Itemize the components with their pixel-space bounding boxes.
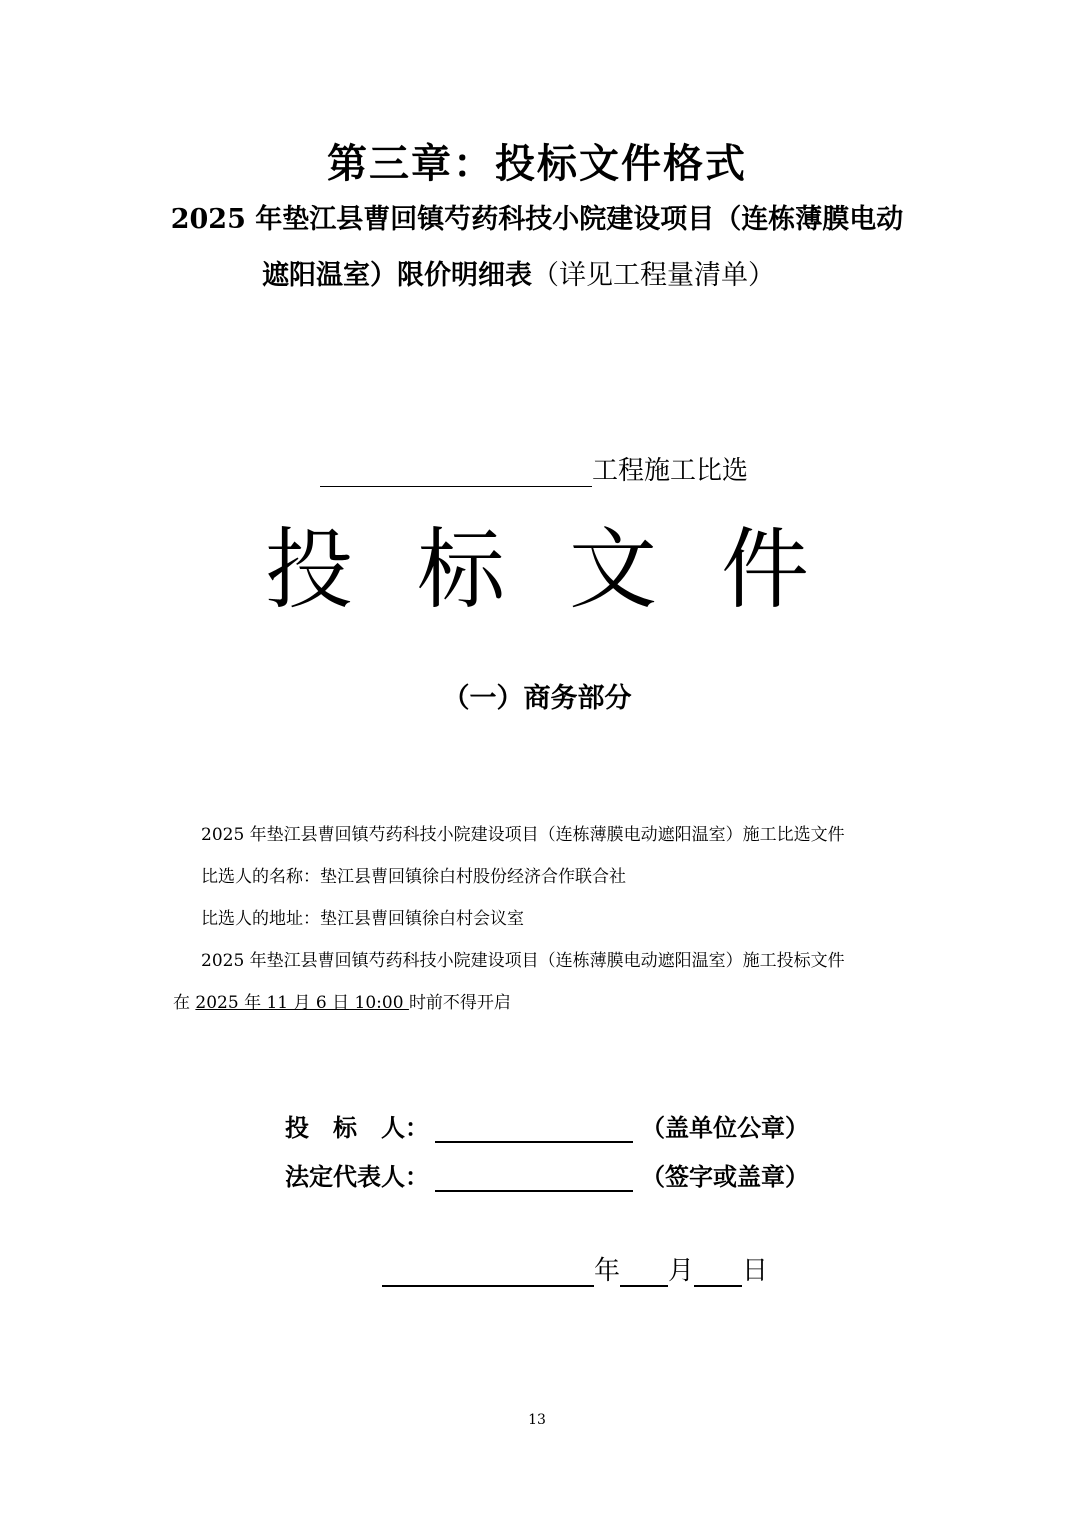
project-name-line bbox=[320, 450, 748, 487]
subtitle-line-2-note: （详见工程量清单） bbox=[532, 260, 775, 291]
opening-date: 2025 年 11 月 6 日 10:00 bbox=[195, 993, 409, 1013]
legal-rep-blank bbox=[435, 1164, 633, 1192]
bidder-label: 投 标 人： bbox=[285, 1113, 429, 1142]
legal-rep-signature-line bbox=[285, 1157, 809, 1192]
subtitle-line-1: 2025 年垫江县曹回镇芍药科技小院建设项目（连栋薄膜电动 bbox=[170, 204, 904, 235]
subtitle-line-2 bbox=[262, 253, 775, 292]
document-big-title bbox=[0, 500, 1074, 626]
opening-suffix: 时前不得开启 bbox=[408, 993, 511, 1013]
day-label: 日 bbox=[742, 1256, 769, 1286]
year-label: 年 bbox=[594, 1256, 621, 1286]
opening-prefix: 在 bbox=[173, 993, 196, 1013]
chapter-title: 第三章：投标文件格式 bbox=[327, 140, 747, 187]
info-line-bid-file: 2025 年垫江县曹回镇芍药科技小院建设项目（连栋薄膜电动遮阳温室）施工投标文件 bbox=[201, 951, 845, 971]
legal-rep-label: 法定代表人： bbox=[285, 1162, 429, 1191]
month-blank bbox=[620, 1258, 668, 1287]
date-line bbox=[382, 1250, 768, 1287]
bidder-note: （盖单位公章） bbox=[641, 1113, 809, 1142]
section-title: （一）商务部分 bbox=[442, 683, 632, 714]
big-title-char: 文 bbox=[569, 518, 658, 621]
info-line-selector-address: 比选人的地址：垫江县曹回镇徐白村会议室 bbox=[201, 909, 524, 929]
project-suffix: 工程施工比选 bbox=[592, 456, 749, 486]
month-label: 月 bbox=[668, 1256, 695, 1286]
info-line-file-name: 2025 年垫江县曹回镇芍药科技小院建设项目（连栋薄膜电动遮阳温室）施工比选文件 bbox=[201, 825, 845, 845]
bidder-signature-line bbox=[285, 1108, 809, 1143]
subtitle-line-2-bold: 遮阳温室）限价明细表 bbox=[262, 260, 532, 291]
year-blank bbox=[382, 1258, 594, 1287]
big-title-char: 投 bbox=[264, 518, 353, 621]
project-name-blank bbox=[320, 458, 592, 487]
big-title-char: 标 bbox=[416, 518, 505, 621]
info-line-selector-name: 比选人的名称：垫江县曹回镇徐白村股份经济合作联合社 bbox=[201, 867, 626, 887]
bidder-blank bbox=[435, 1115, 633, 1143]
page-number: 13 bbox=[528, 1412, 546, 1428]
day-blank bbox=[694, 1258, 742, 1287]
info-line-opening-time bbox=[173, 988, 511, 1013]
legal-rep-note: （签字或盖章） bbox=[641, 1162, 809, 1191]
big-title-char: 件 bbox=[721, 518, 810, 621]
